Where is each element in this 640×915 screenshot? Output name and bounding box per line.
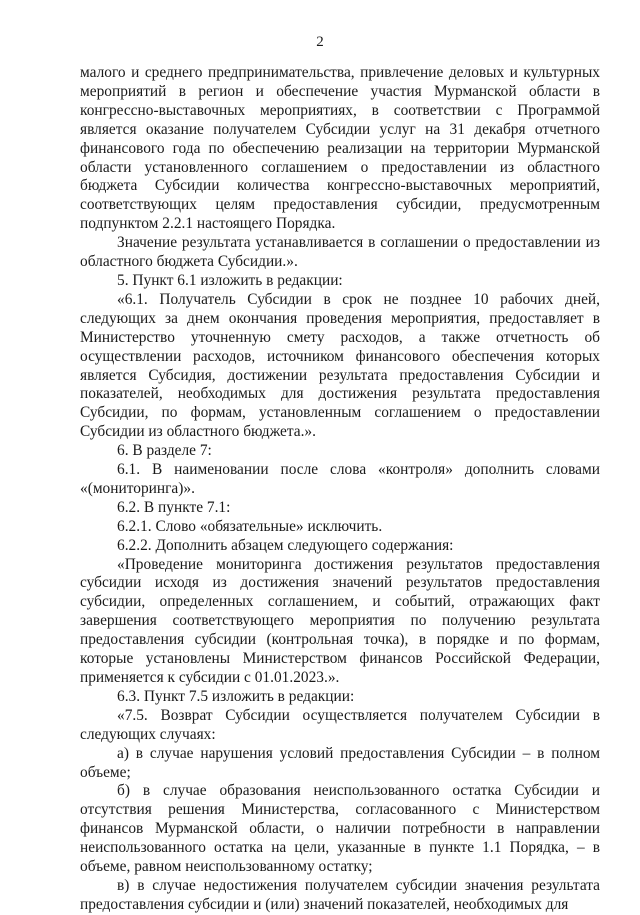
page-number: 2 <box>316 34 324 50</box>
paragraph: 6. В разделе 7: <box>117 442 212 460</box>
document-body <box>80 64 600 915</box>
paragraph: Значение результата устанавливается в соглашении о предоставлении из областного бюджета Субсидии.». <box>80 234 600 271</box>
paragraph: «7.5. Возврат Субсидии осуществляется получателем Субсидии в следующих случаях: <box>80 706 600 743</box>
paragraph: в) в случае недостижения получателем субсидии значения результата предоставления субсидии и (или) значений показателей, необходимых для <box>80 876 600 913</box>
paragraph: 6.1. В наименовании после слова «контроля» дополнить словами «(мониторинга)». <box>80 461 600 497</box>
paragraph: б) в случае образования неиспользованного остатка Субсидии и отсутствия решения Министерства, согласованного с Министерством финансов Мурманской области, о наличии потребности в направлении неиспользованного остатка на цели, указанные в пункте 1.1 Порядка, – в объеме, равном неиспользованному остатку; <box>80 782 600 876</box>
paragraph: 6.2.1. Слово «обязательные» исключить. <box>117 517 383 535</box>
paragraph: «6.1. Получатель Субсидии в срок не позднее 10 рабочих дней, следующих за днем окончания проведения мероприятия, предоставляет в Министерство уточненную смету расходов, а также отчетность об осуществлении расходов, источником финансового обеспечения которых является Субсидия, достижении результата предоставления Субсидии и показателей, необходимых для достижения результата предоставления Субсидии, по формам, установленным соглашением о предоставлении Субсидии из областного бюджета.». <box>80 290 600 441</box>
paragraph: 6.3. Пункт 7.5 изложить в редакции: <box>117 687 355 705</box>
paragraph: 6.2.2. Дополнить абзацем следующего содержания: <box>117 536 454 554</box>
paragraph: 6.2. В пункте 7.1: <box>117 498 231 516</box>
paragraph: «Проведение мониторинга достижения результатов предоставления субсидии исходя из достижения значений результатов предоставления субсидии, определенных соглашением, и событий, отражающих факт завершения соответствующего мероприятия по получению результата предоставления субсидии (контрольная точка), в порядке и по формам, которые установлены Министерством финансов Российской Федерации, применяется к субсидии с 01.01.2023.». <box>80 555 600 686</box>
paragraph: 5. Пункт 6.1 изложить в редакции: <box>117 271 343 289</box>
paragraph: малого и среднего предпринимательства, привлечение деловых и культурных мероприятий в регион и обеспечение участия Мурманской области в конгрессно-выставочных мероприятиях, в соответствии с Программой является оказание получателем Субсидии услуг на 31 декабря отчетного финансового года по обеспечению реализации на территории Мурманской области установленного соглашением о предоставлении из областного бюджета Субсидии количества конгрессно-выставочных мероприятий, соответствующих целям предоставления субсидии, предусмотренным подпунктом 2.2.1 настоящего Порядка. <box>80 64 600 233</box>
paragraph: а) в случае нарушения условий предоставления Субсидии – в полном объеме; <box>80 744 600 781</box>
